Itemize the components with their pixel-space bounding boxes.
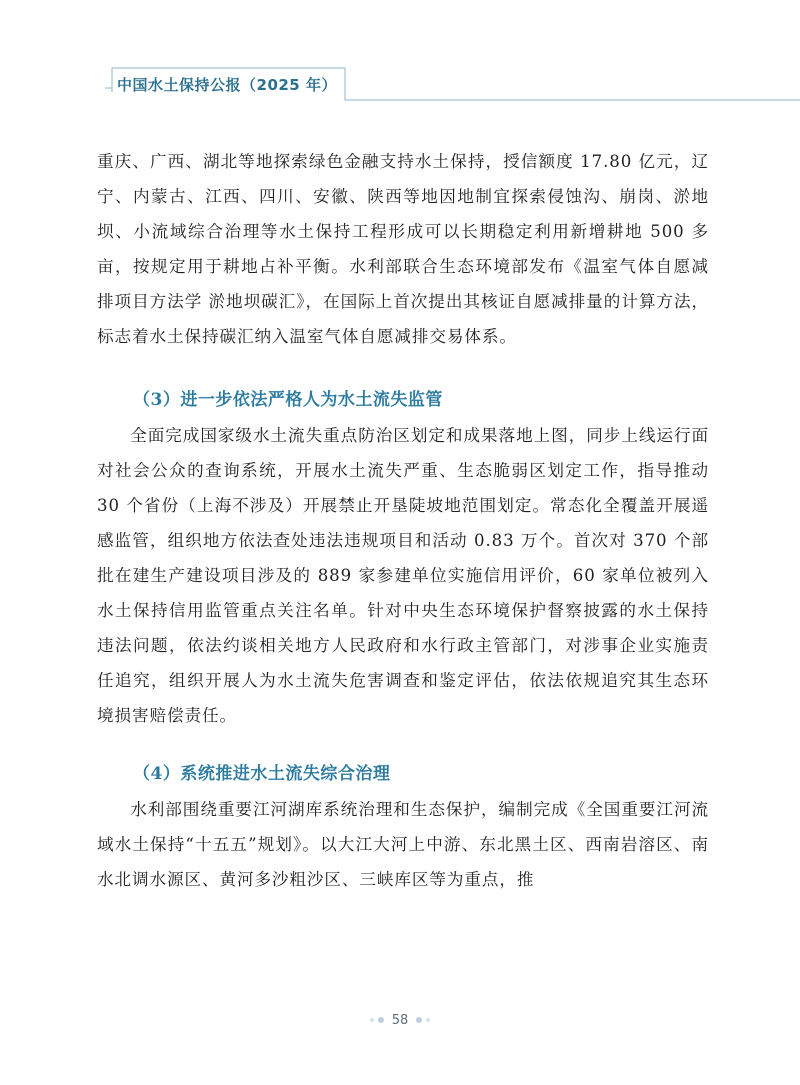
main-content xyxy=(97,144,709,897)
paragraph-green-finance: 重庆、广西、湖北等地探索绿色金融支持水土保持，授信额度 17.80 亿元，辽宁、内蒙古、江西、四川、安徽、陕西等地因地制宜探索侵蚀沟、崩岗、淤地坝、小流域综合治理等水土保持工程形成可以长期稳定利用新增耕地 500 多亩，按规定用于耕地占补平衡。水利部联合生态环境部发布《温室气体自愿减排项目方法学 淤地坝碳汇》，在国际上首次提出其核证自愿减排量的计算方法，标志着水土保持碳汇纳入温室气体自愿减排交易体系。 xyxy=(97,152,709,346)
publication-title: 中国水土保持公报（2025 年） xyxy=(117,76,337,94)
paragraph-governance: 水利部围绕重要江河湖库系统治理和生态保护，编制完成《全国重要江河流域水土保持“十五五”规划》。以大江大河上中游、东北黑土区、西南岩溶区、南水北调水源区、黄河多沙粗沙区、三峡库区等为重点，推 xyxy=(97,800,709,889)
footer-dots-right xyxy=(416,1017,430,1023)
page-number: 58 xyxy=(391,1012,409,1028)
section-heading-4: （4）系统推进水土流失综合治理 xyxy=(133,764,391,784)
page-header xyxy=(0,0,800,110)
section-heading-3: （3）进一步依法严格人为水土流失监管 xyxy=(133,390,443,410)
paragraph-supervision: 全面完成国家级水土流失重点防治区划定和成果落地上图，同步上线运行面对社会公众的查询系统，开展水土流失严重、生态脆弱区划定工作，指导推动 30 个省份（上海不涉及）开展禁止开垦陡坡地范围划定。常态化全覆盖开展遥感监管，组织地方依法查处违法违规项目和活动 0.83 万个。首次对 370 个部批在建生产建设项目涉及的 889 家参建单位实施信用评价，60 家单位被列入水土保持信用监管重点关注名单。针对中央生态环境保护督察披露的水土保持违法问题，依法约谈相关地方人民政府和水行政主管部门，对涉事企业实施责任追究，组织开展人为水土流失危害调查和鉴定评估，依法依规追究其生态环境损害赔偿责任。 xyxy=(97,426,709,725)
footer-dots-left xyxy=(370,1017,384,1023)
page-footer xyxy=(0,1008,800,1032)
